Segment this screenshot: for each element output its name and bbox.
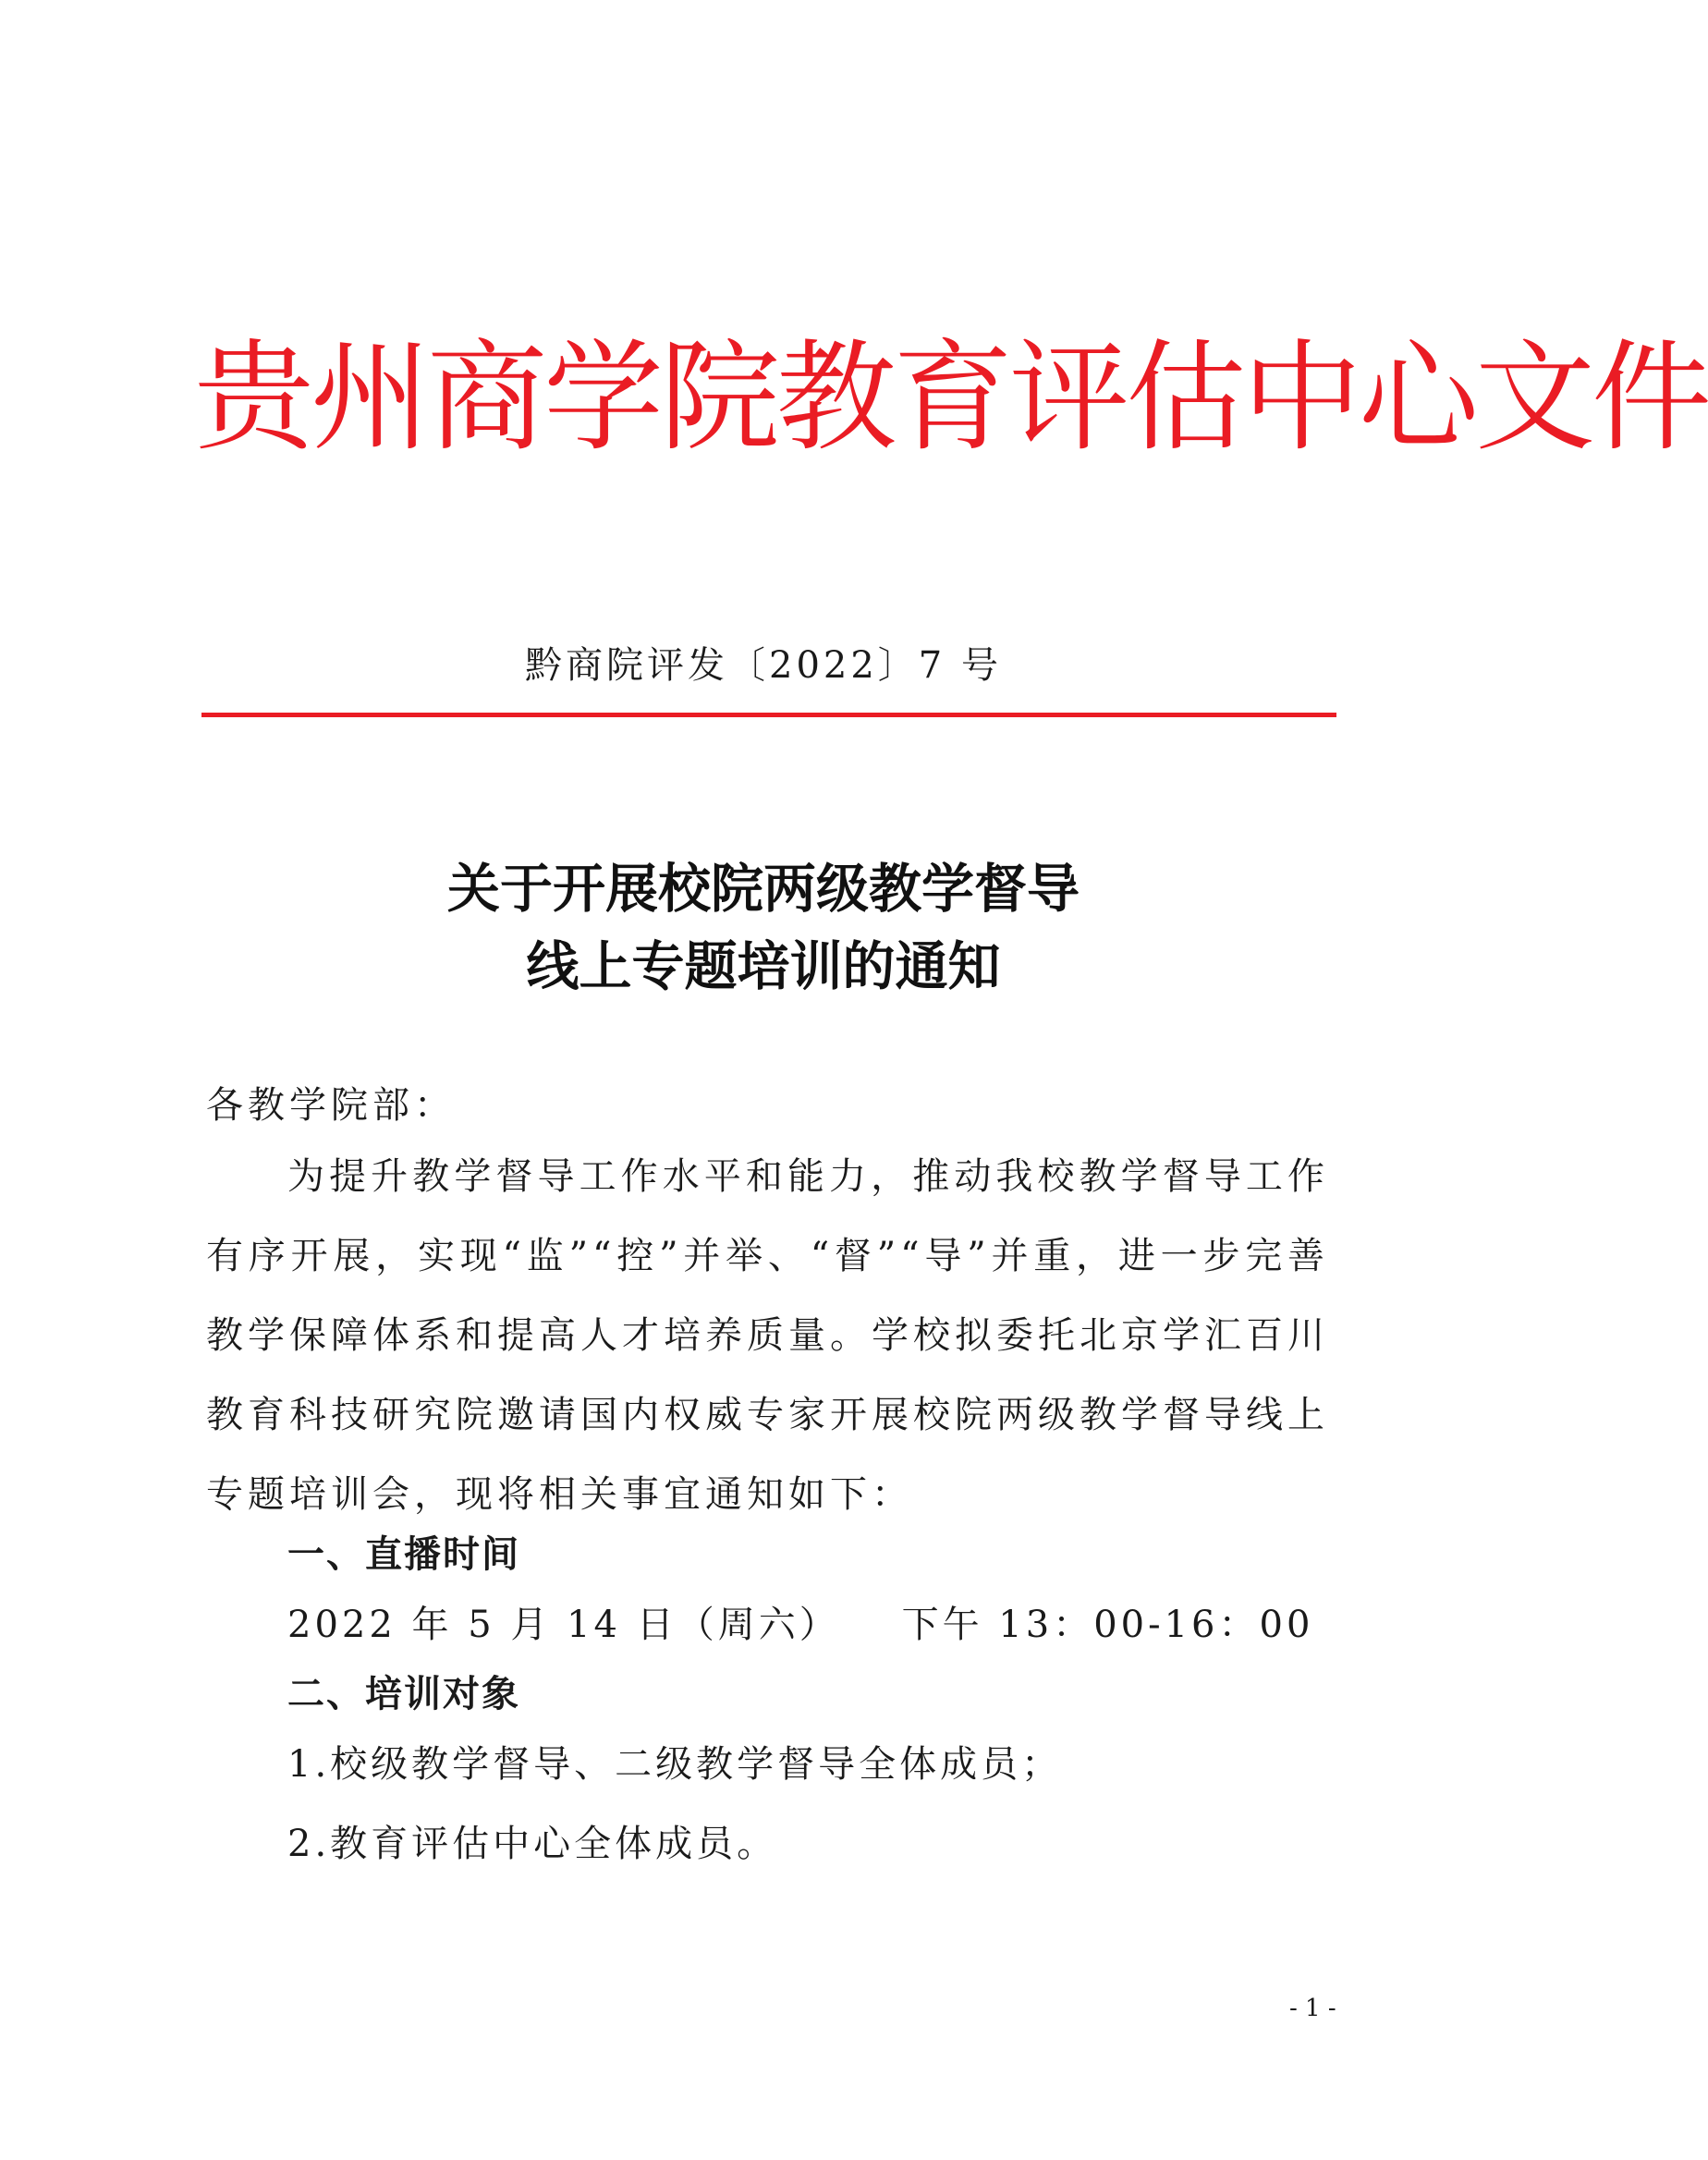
body-paragraph: 为提升教学督导工作水平和能力，推动我校教学督导工作有序开展，实现“监”“控”并举、“督”“导”并重，进一步完善教学保障体系和提高人才培养质量。学校拟委托北京学汇百川教育科技研究院邀请国内权威专家开展校院两级教学督导线上专题培训会，现将相关事宜通知如下： xyxy=(206,1155,1329,1516)
notice-title-line-2: 线上专题培训的通知 xyxy=(526,935,1001,997)
audience-item-2: 2.教育评估中心全体成员。 xyxy=(287,1823,778,1865)
audience-item-1: 1.校级教学督导、二级教学督导全体成员； xyxy=(287,1743,1063,1786)
issuer-header-title: 贵州商学院教育评估中心文件 xyxy=(194,327,1708,468)
notice-title-line-1: 关于开展校院两级教学督导 xyxy=(447,858,1080,920)
broadcast-time-value: 2022 年 5 月 14 日（周六） 下午 13：00-16：00 xyxy=(287,1604,1314,1646)
page-number: - 1 - xyxy=(1289,1995,1336,2022)
red-divider-line xyxy=(201,713,1336,717)
section-heading-broadcast-time: 一、直播时间 xyxy=(287,1533,520,1576)
notice-title xyxy=(0,850,1527,1006)
salutation: 各教学院部： xyxy=(206,1084,456,1127)
document-number: 黔商院评发〔2022〕7 号 xyxy=(525,644,1002,687)
section-heading-audience: 二、培训对象 xyxy=(287,1673,520,1715)
